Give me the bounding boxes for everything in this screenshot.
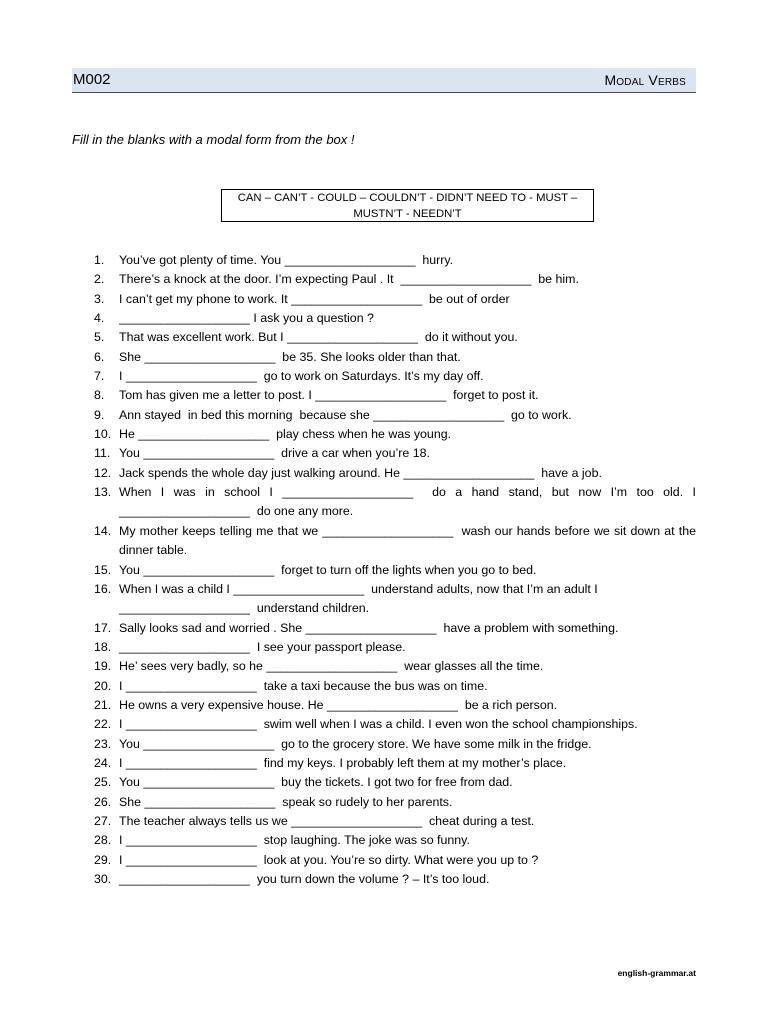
- exercise-item: [94, 425, 696, 444]
- exercise-number: 18.: [94, 639, 112, 654]
- exercise-sentence: You’ve got plenty of time. You ___________________ hurry.: [119, 253, 454, 267]
- exercise-sentence: ___________________ I see your passport please.: [119, 639, 406, 654]
- exercise-item: [94, 290, 696, 309]
- exercise-item: [94, 328, 696, 347]
- exercise-item: [94, 657, 696, 676]
- exercise-number: 16.: [94, 581, 112, 596]
- word-box-line-1: CAN – CAN’T - COULD – COULDN’T - DIDN’T NEED TO - MUST –: [237, 192, 578, 204]
- exercise-number: 12.: [94, 465, 112, 480]
- exercise-number: 10.: [94, 427, 112, 442]
- exercise-number: 13.: [94, 485, 112, 500]
- exercise-sentence: He’ sees very badly, so he ___________________ wear glasses all the time.: [119, 659, 544, 674]
- exercise-number: 1.: [94, 253, 105, 267]
- exercise-item: [94, 619, 696, 638]
- exercise-number: 24.: [94, 755, 112, 770]
- exercise-sentence: I ___________________ stop laughing. The joke was so funny.: [119, 833, 470, 848]
- exercise-number: 25.: [94, 775, 112, 790]
- exercise-number: 29.: [94, 852, 112, 867]
- worksheet-topic: Modal Verbs: [604, 72, 686, 88]
- exercise-sentence: He ___________________ play chess when he was young.: [119, 427, 452, 442]
- exercise-sentence: I ___________________ go to work on Saturdays. It’s my day off.: [119, 369, 484, 384]
- exercise-sentence: You ___________________ go to the grocery store. We have some milk in the fridge.: [119, 736, 592, 751]
- exercise-sentence: She ___________________ speak so rudely to her parents.: [119, 794, 453, 809]
- instruction-text: Fill in the blanks with a modal form from the box !: [72, 132, 355, 147]
- exercise-sentence: There’s a knock at the door. I’m expecting Paul . It ___________________ be him.: [119, 272, 579, 287]
- exercise-number: 20.: [94, 678, 112, 693]
- exercise-item: [94, 251, 696, 270]
- exercise-item: [94, 522, 700, 561]
- exercise-sentence: You ___________________ drive a car when you’re 18.: [119, 446, 430, 461]
- exercise-item: [94, 773, 696, 792]
- exercise-number: 15.: [94, 562, 112, 577]
- exercise-item: [94, 348, 696, 367]
- exercise-number: 19.: [94, 659, 112, 674]
- exercise-sentence: When I was in school I ___________________ do a hand stand, but now I’m too old. I ___________________ do one any more.: [119, 485, 700, 519]
- exercise-item: [94, 367, 696, 386]
- exercise-number: 9.: [94, 407, 105, 422]
- exercise-sentence: I ___________________ take a taxi because the bus was on time.: [119, 678, 488, 693]
- worksheet-code: M002: [73, 71, 111, 88]
- word-box-line-2: MUSTN’T - NEEDN’T: [353, 208, 462, 220]
- exercise-number: 7.: [94, 369, 105, 384]
- exercise-item: [94, 793, 696, 812]
- exercise-item: [94, 406, 696, 425]
- exercise-item: [94, 754, 696, 773]
- exercise-sentence: He owns a very expensive house. He ___________________ be a rich person.: [119, 697, 558, 712]
- exercise-item: [94, 638, 696, 657]
- exercise-sentence: That was excellent work. But I ___________________ do it without you.: [119, 330, 518, 345]
- exercise-number: 5.: [94, 330, 105, 345]
- exercise-item: [94, 870, 696, 889]
- exercise-item: [94, 483, 700, 522]
- exercise-item: [94, 715, 696, 734]
- exercise-sentence: I can’t get my phone to work. It ___________________ be out of order: [119, 291, 510, 306]
- exercise-sentence: The teacher always tells us we ___________________ cheat during a test.: [119, 813, 535, 828]
- exercise-number: 11.: [94, 446, 111, 461]
- exercise-sentence: I ___________________ find my keys. I probably left them at my mother’s place.: [119, 755, 567, 770]
- exercise-number: 14.: [94, 523, 112, 538]
- exercise-sentence: You ___________________ buy the tickets. I got two for free from dad.: [119, 775, 513, 790]
- exercise-number: 30.: [94, 872, 112, 886]
- exercise-number: 3.: [94, 291, 105, 306]
- exercise-number: 28.: [94, 833, 112, 848]
- exercise-item: [94, 580, 696, 619]
- exercise-sentence: ___________________ I ask you a question ?: [119, 311, 374, 326]
- exercise-number: 2.: [94, 272, 105, 287]
- exercise-number: 4.: [94, 311, 105, 326]
- exercise-item: [94, 812, 696, 831]
- exercise-item: [94, 386, 696, 405]
- exercise-sentence: I ___________________ look at you. You’re so dirty. What were you up to ?: [119, 852, 539, 867]
- exercise-sentence: When I was a child I ___________________ understand adults, now that I’m an adult I ___________________ understand children.: [119, 581, 602, 616]
- page-header: [72, 68, 696, 93]
- exercise-sentence: Jack spends the whole day just walking around. He ___________________ have a job.: [119, 465, 602, 480]
- exercise-item: [94, 309, 696, 328]
- exercise-item: [94, 831, 696, 850]
- exercise-sentence: You ___________________ forget to turn off the lights when you go to bed.: [119, 562, 537, 577]
- exercise-number: 8.: [94, 388, 105, 403]
- exercise-sentence: Ann stayed in bed this morning because she ___________________ go to work.: [119, 407, 572, 422]
- exercise-item: [94, 851, 696, 870]
- footer-site: english-grammar.at: [617, 968, 696, 978]
- exercise-item: [94, 735, 696, 754]
- exercise-number: 6.: [94, 349, 105, 364]
- exercise-item: [94, 561, 696, 580]
- word-box: [221, 189, 594, 222]
- exercise-sentence: Sally looks sad and worried . She ___________________ have a problem with something.: [119, 620, 619, 635]
- exercise-number: 22.: [94, 717, 112, 732]
- exercise-sentence: I ___________________ swim well when I was a child. I even won the school championships.: [119, 717, 638, 732]
- exercise-number: 23.: [94, 736, 112, 751]
- exercise-item: [94, 444, 696, 463]
- exercise-sentence: She ___________________ be 35. She looks older than that.: [119, 349, 461, 364]
- exercise-number: 27.: [94, 813, 112, 828]
- exercise-sentence: Tom has given me a letter to post. I ___________________ forget to post it.: [119, 388, 539, 403]
- exercise-number: 26.: [94, 794, 112, 809]
- exercise-sentence: ___________________ you turn down the volume ? – It’s too loud.: [119, 872, 490, 886]
- exercise-item: [94, 464, 696, 483]
- exercise-number: 17.: [94, 620, 112, 635]
- exercise-item: [94, 270, 696, 289]
- exercise-item: [94, 677, 696, 696]
- exercise-item: [94, 696, 696, 715]
- exercise-number: 21.: [94, 697, 112, 712]
- exercise-list: [94, 251, 700, 889]
- exercise-sentence: My mother keeps telling me that we ___________________ wash our hands before we sit down at the dinner table.: [119, 523, 700, 558]
